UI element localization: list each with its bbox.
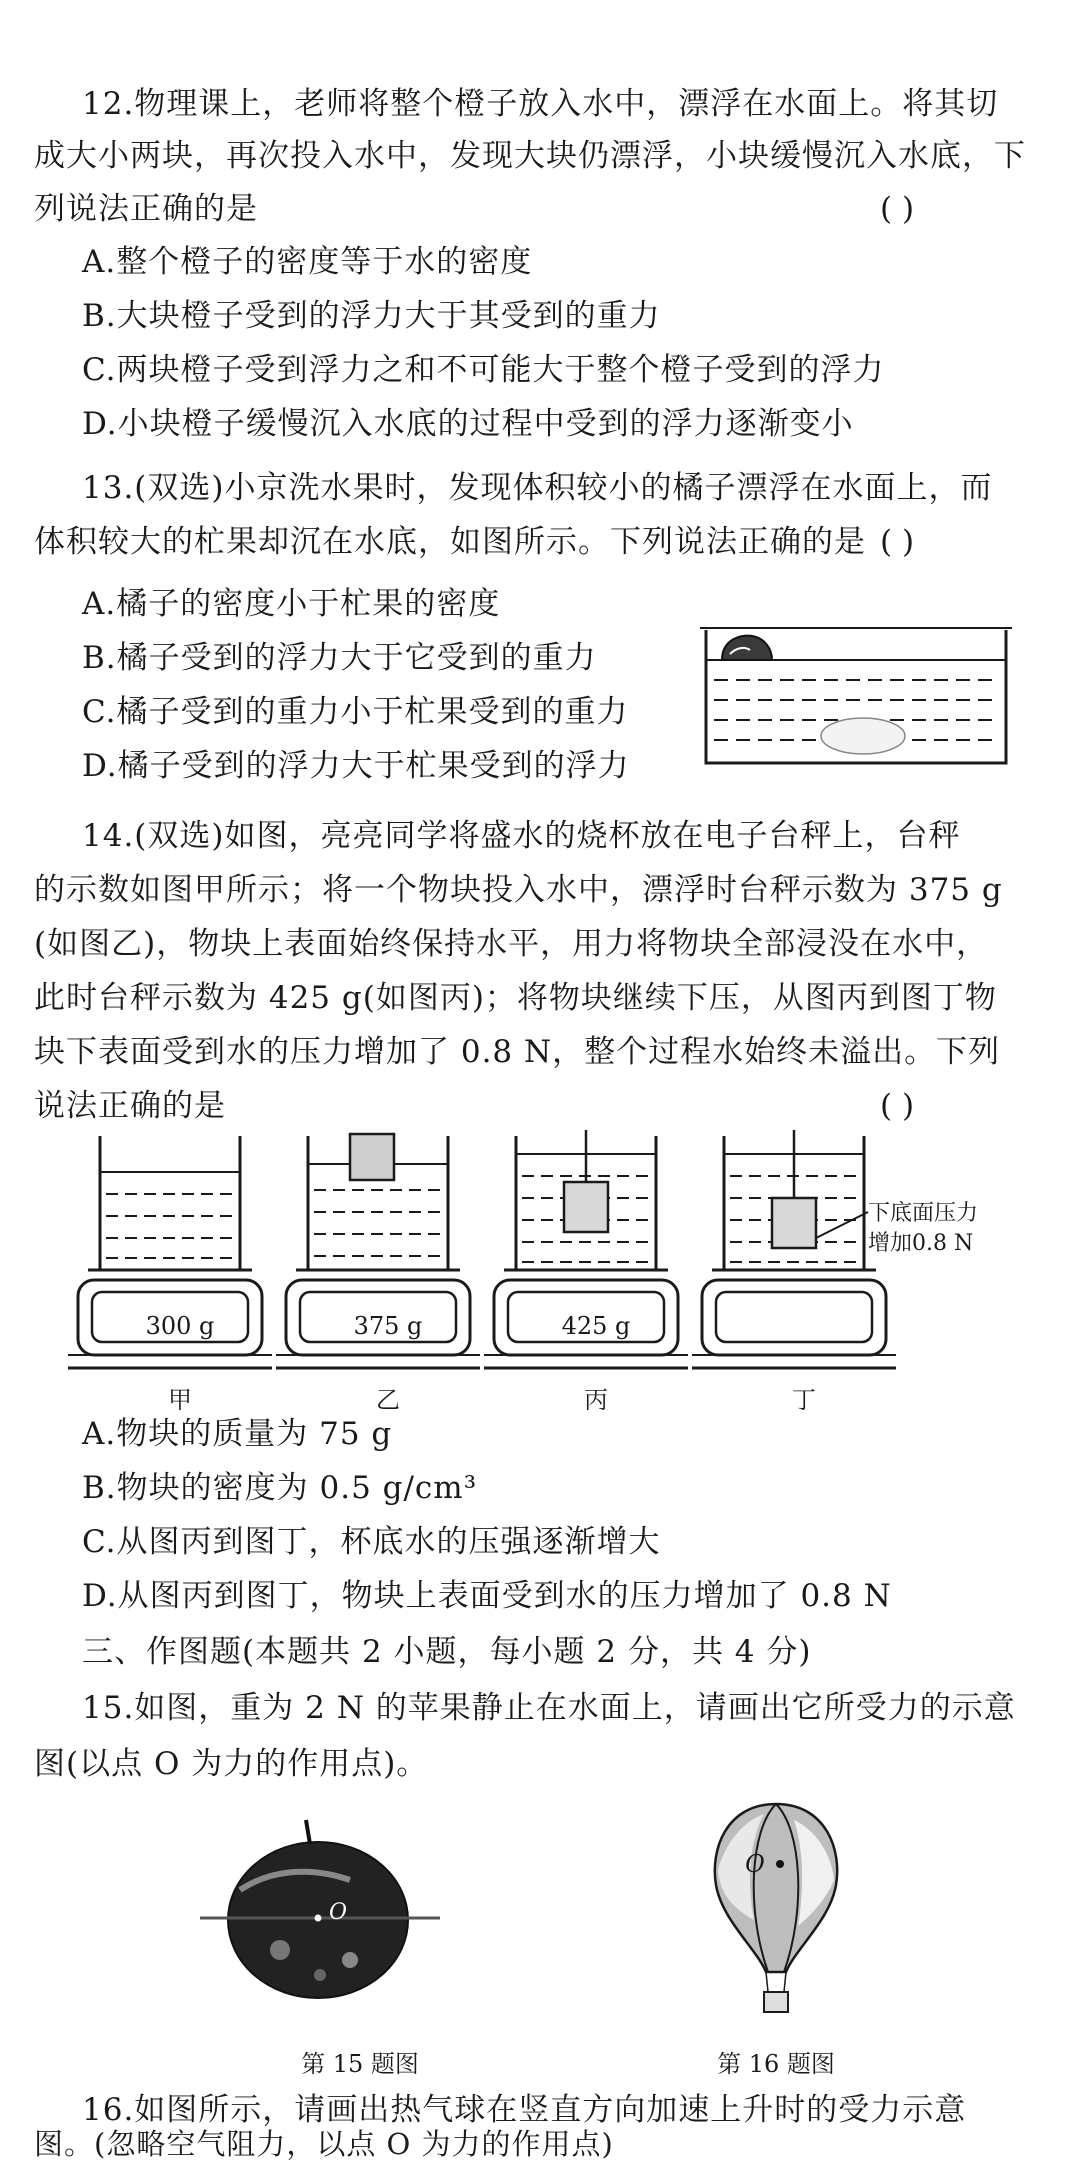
q12-option-b: B.大块橙子受到的浮力大于其受到的重力 [82,298,661,334]
mango-sunk [821,718,905,754]
scale-reading-yi: 375 g [353,1312,423,1340]
q16-balloon-figure [706,1800,846,2020]
q14-line-6: 说法正确的是 [34,1088,226,1124]
q13-answer-paren: ( ) [880,524,915,560]
annotation-leader [816,1212,868,1238]
q15-line-2: 图(以点 O 为力的作用点)。 [34,1746,429,1782]
beaker-ding [692,1130,896,1368]
q12-line-3: 列说法正确的是 [34,191,258,227]
q13-tank-figure [700,618,1020,773]
q14-option-b: B.物块的密度为 0.5 g/cm³ [82,1470,478,1506]
q12-option-c: C.两块橙子受到浮力之和不可能大于整个橙子受到的浮力 [82,352,885,388]
q13-option-c: C.橘子受到的重力小于杧果受到的重力 [82,694,629,730]
q14-option-d: D.从图丙到图丁，物块上表面受到水的压力增加了 0.8 N [82,1578,892,1614]
q16-caption: 第 16 题图 [717,2050,835,2078]
q13-option-a: A.橘子的密度小于杧果的密度 [82,586,501,622]
scale-reading-jia: 300 g [145,1312,215,1340]
q13-option-b: B.橘子受到的浮力大于它受到的重力 [82,640,597,676]
q12-answer-paren: ( ) [880,191,915,227]
q15-line-1: 15.如图，重为 2 N 的苹果静止在水面上，请画出它所受力的示意 [82,1690,1016,1726]
block-pushed-down [772,1198,816,1248]
block-submerged [564,1182,608,1232]
q13-line-2: 体积较大的杧果却沉在水底，如图所示。下列说法正确的是 [34,524,866,560]
q14-line-4: 此时台秤示数为 425 g(如图丙)；将物块继续下压，从图丙到图丁物 [34,980,997,1016]
point-o-balloon [776,1860,784,1868]
q16-point-label: O [745,1850,765,1878]
label-yi: 乙 [376,1386,400,1414]
q13-option-d: D.橘子受到的浮力大于杧果受到的浮力 [82,748,630,784]
q14-line-3: (如图乙)，物块上表面始终保持水平，用力将物块全部浸没在水中， [34,926,989,962]
q14-line-1: 14.(双选)如图，亮亮同学将盛水的烧杯放在电子台秤上，台秤 [82,818,961,854]
q14-answer-paren: ( ) [880,1088,915,1124]
q12-line-2: 成大小两块，再次投入水中，发现大块仍漂浮，小块缓慢沉入水底，下 [34,138,1026,174]
section-3-heading: 三、作图题(本题共 2 小题，每小题 2 分，共 4 分) [82,1634,812,1670]
annotation-line-2: 增加0.8 N [868,1231,974,1256]
label-ding: 丁 [792,1386,816,1414]
q16-line-2: 图。(忽略空气阻力，以点 O 为力的作用点) [34,2127,614,2161]
q12-option-a: A.整个橙子的密度等于水的密度 [82,244,533,280]
q13-line-1: 13.(双选)小京洗水果时，发现体积较小的橘子漂浮在水面上，而 [82,470,993,506]
q14-scales-figure [60,1130,1020,1390]
q16-line-1: 16.如图所示，请画出热气球在竖直方向加速上升时的受力示意 [82,2092,967,2128]
balloon-basket [764,1992,788,2012]
annotation-line-1: 下底面压力 [868,1201,979,1226]
q12-option-d: D.小块橙子缓慢沉入水底的过程中受到的浮力逐渐变小 [82,406,854,442]
q14-option-a: A.物块的质量为 75 g [82,1416,393,1452]
q14-option-c: C.从图丙到图丁，杯底水的压强逐渐增大 [82,1524,661,1560]
scale-reading-bing: 425 g [561,1312,631,1340]
q14-line-2: 的示数如图甲所示；将一个物块投入水中，漂浮时台秤示数为 375 g [34,872,1003,908]
block-floating [350,1134,394,1180]
label-bing: 丙 [584,1386,608,1414]
q15-caption: 第 15 题图 [301,2050,419,2078]
apple-stem [306,1820,310,1844]
q14-line-5: 块下表面受到水的压力增加了 0.8 N，整个过程水始终未溢出。下列 [34,1034,1001,1070]
q12-line-1: 12.物理课上，老师将整个橙子放入水中，漂浮在水面上。将其切 [82,86,999,122]
q15-point-label: O [328,1900,348,1925]
label-jia: 甲 [168,1386,192,1414]
